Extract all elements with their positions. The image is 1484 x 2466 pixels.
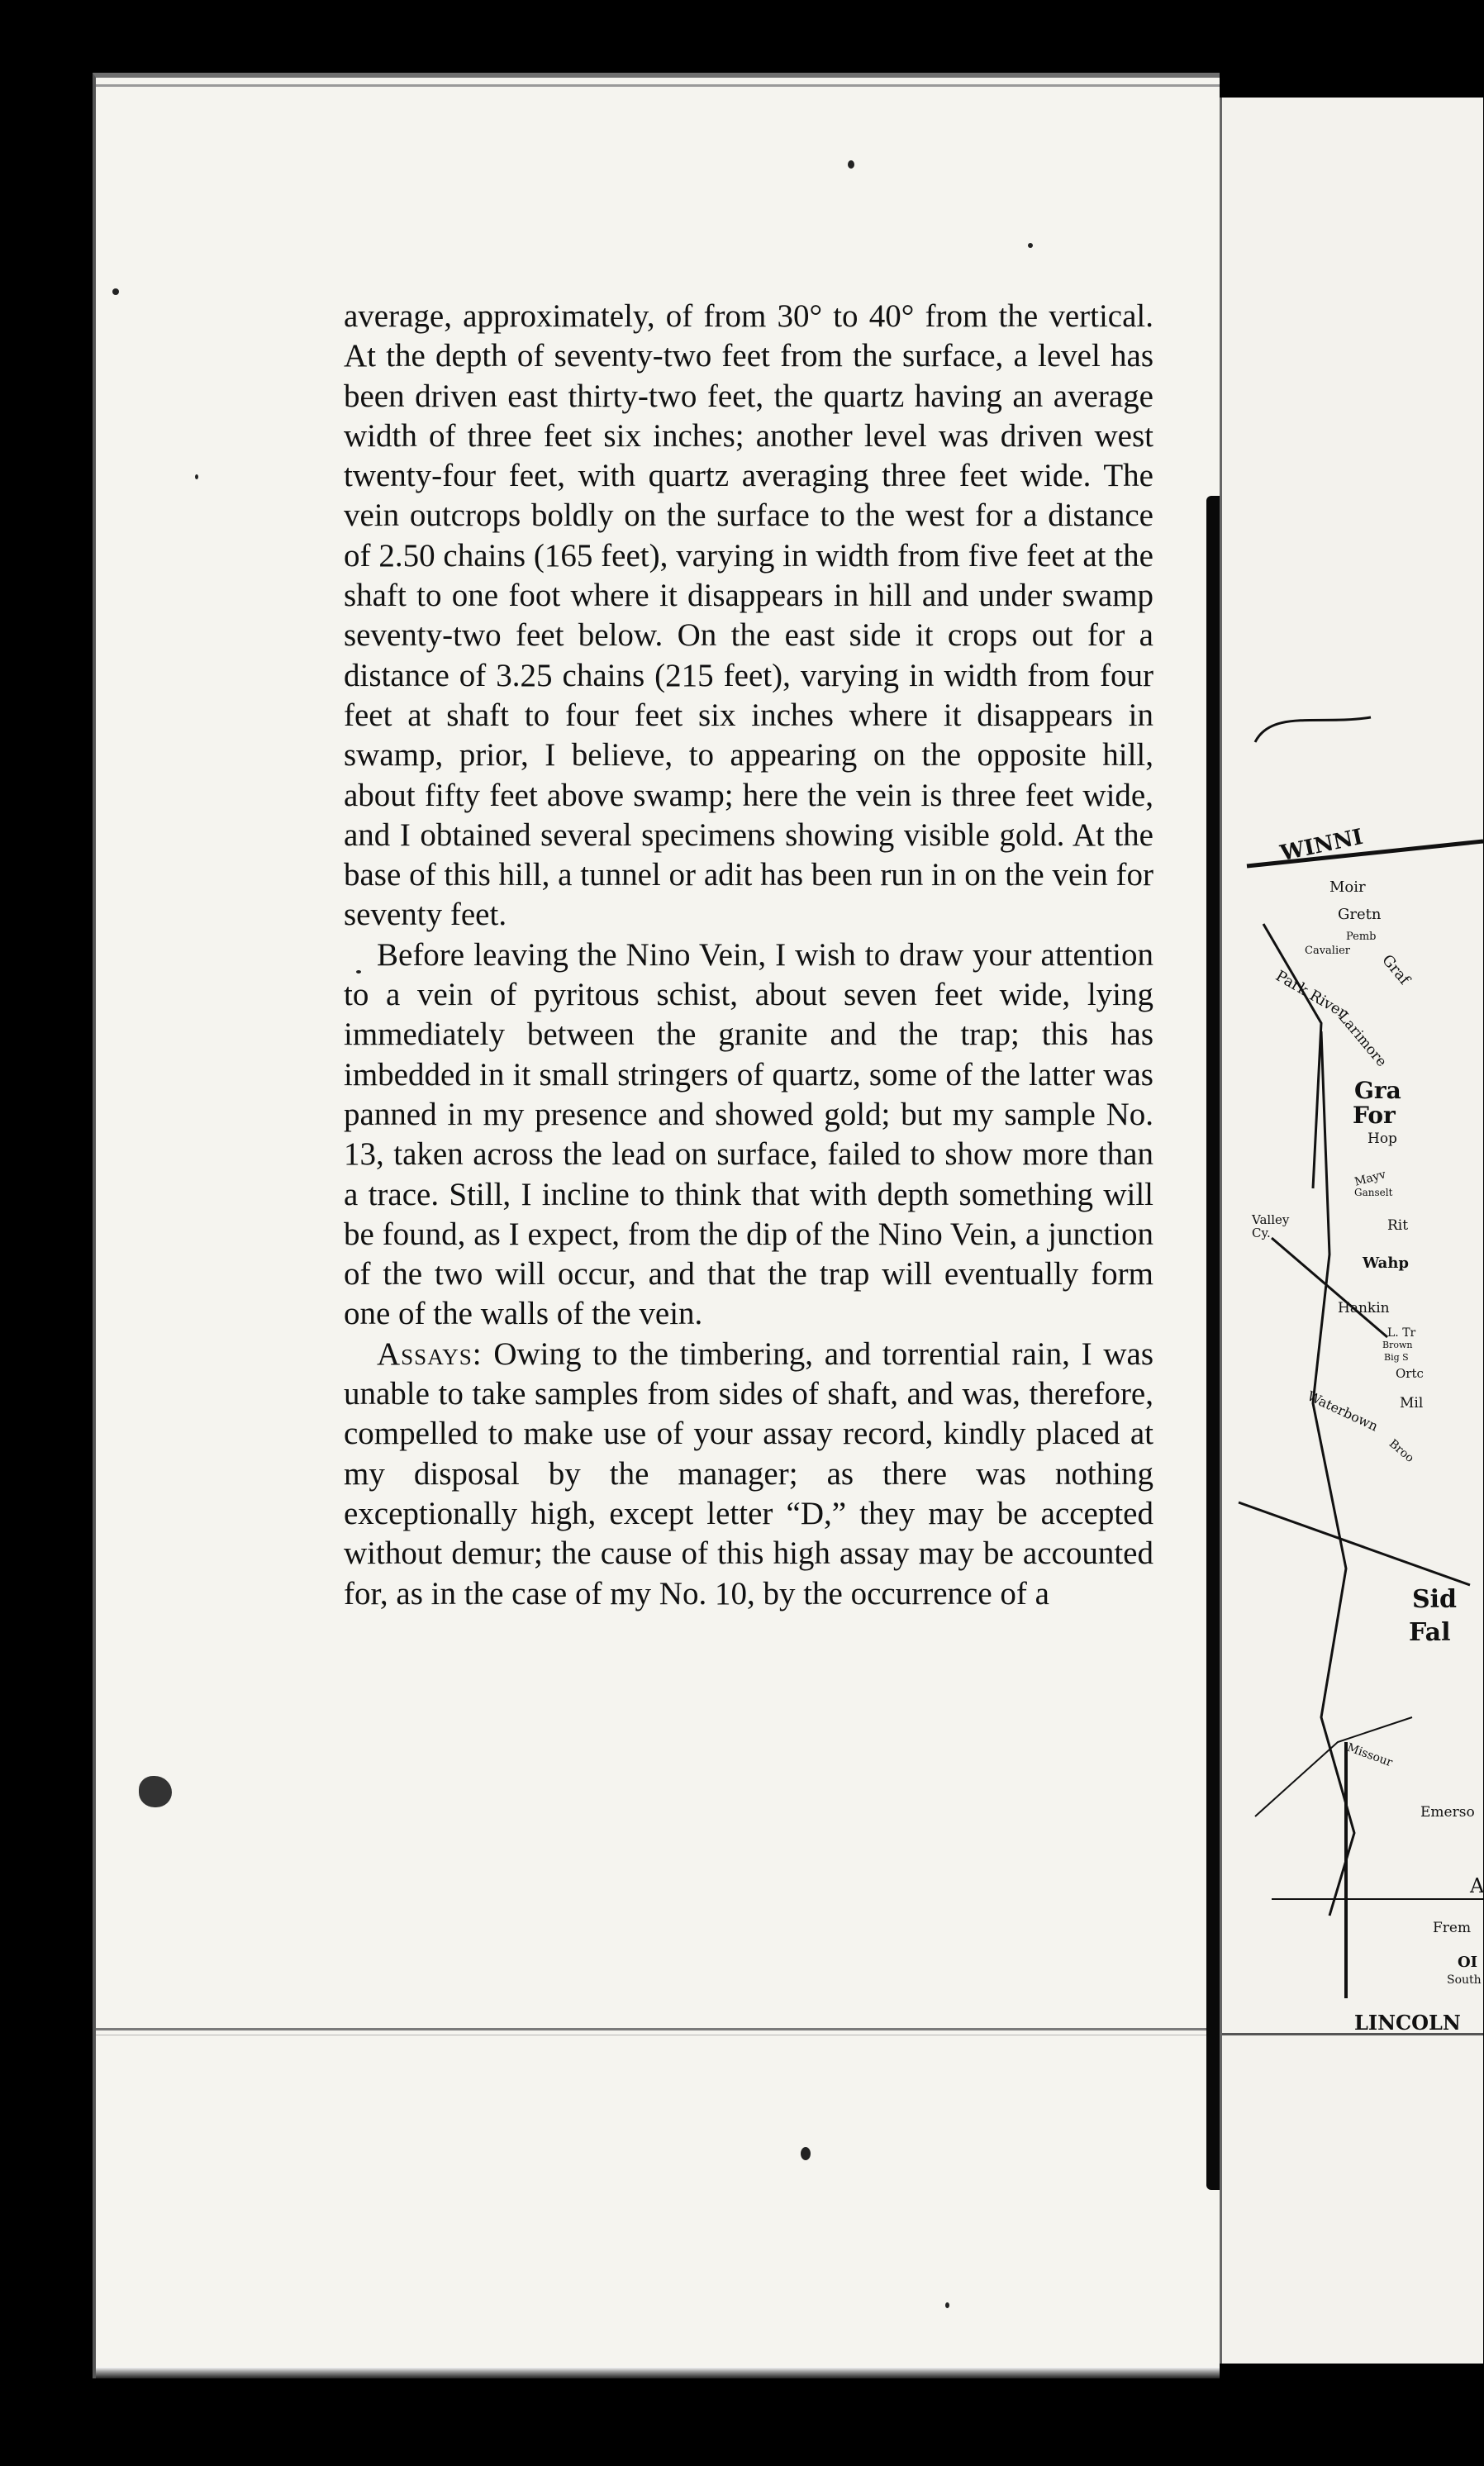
map-label-rit: Rit — [1387, 1217, 1409, 1234]
paragraph-3-body: Owing to the timbering, and torrential rain, I was unable to take samples from sides of shaft, and was, therefore, compelled to make use of your assay record, kindly placed at my disposal by the manager; as there was nothing exceptionally high, except letter “D,” they may be accepted without demur; the cause of this high assay may be accounted for, as in the case of my No. 10, by the occurrence of a — [344, 1335, 1153, 1611]
map-label-moir: Moir — [1329, 878, 1366, 896]
speck — [848, 160, 854, 169]
map-label-south: South — [1447, 1973, 1482, 1987]
document-page — [93, 73, 1220, 2378]
paragraph-3 — [344, 1335, 1153, 1614]
map-label-missouri: Missour — [1344, 1740, 1395, 1770]
map-label-graf: Graf — [1378, 951, 1414, 988]
map-label-forks: For — [1353, 1102, 1396, 1129]
ink-blot — [139, 1776, 172, 1807]
speck — [356, 970, 361, 974]
map-label-brown: Brown — [1382, 1340, 1413, 1350]
railway-map-fragment — [1220, 98, 1483, 2364]
paragraph-1: average, approximately, of from 30° to 40° from the vertical. At the depth of seventy-two feet from the surface, a level has been driven east thirty-two feet, the quartz having an average width of three feet six inches; another level was driven west twenty-four feet, with quartz averaging three feet wide. The vein outcrops boldly on the surface to the west for a distance of 2.50 chains (165 feet), varying in width from five feet at the shaft to one foot where it disappears in hill and under swamp seventy-two feet below. On the east side it crops out for a distance of 3.25 chains (215 feet), varying in width from four feet at shaft to four feet six inches where it disappears in swamp, prior, I believe, to appearing on the opposite hill, about fifty feet above swamp; here the vein is three feet wide, and I obtained several specimens showing visible gold. At the base of this hill, a tunnel or adit has been run in on the vein for seventy feet. — [344, 298, 1153, 933]
page-bottom-edge — [96, 2367, 1220, 2378]
speck — [801, 2147, 811, 2160]
map-label-broo: Broo — [1386, 1436, 1417, 1466]
map-label-om: OI — [1458, 1954, 1478, 1971]
map-label-falls: Fal — [1409, 1618, 1451, 1647]
map-label-watertown: Waterbown — [1305, 1388, 1381, 1435]
body-text — [344, 297, 1153, 1614]
map-label-cavalier: Cavalier — [1305, 945, 1351, 957]
map-label-sioux: Sid — [1412, 1585, 1458, 1614]
map-label-frem: Frem — [1433, 1920, 1472, 1936]
assays-heading: Assays: — [377, 1335, 483, 1372]
speck — [1028, 243, 1033, 248]
map-label-valley-city: Valley Cy. — [1252, 1212, 1290, 1240]
map-label-l-tr: L. Tr — [1387, 1326, 1416, 1340]
map-label-big-s: Big S — [1384, 1352, 1409, 1363]
map-label-lincoln: LINCOLN — [1354, 2011, 1461, 2035]
map-label-ganselt: Ganselt — [1354, 1187, 1393, 1198]
map-label-mayv: Mayv — [1353, 1168, 1387, 1189]
speck — [112, 288, 119, 295]
map-label-hop: Hop — [1367, 1131, 1397, 1147]
map-label-emerson: Emerso — [1420, 1804, 1475, 1821]
map-label-pemb: Pemb — [1346, 931, 1377, 943]
paragraph-2: Before leaving the Nino Vein, I wish to draw your attention to a vein of pyritous schist, about seven feet wide, lying immediately between the granite and the trap; this has imbedded in it small stringers of quartz, some of the latter was panned in my presence and showed gold; but my sample No. 13, taken across the lead on surface, failed to show more than a trace. Still, I incline to think that with depth something will be found, as I expect, from the dip of the Nino Vein, a junction of the two will occur, and that the trap will eventually form one of the walls of the vein. — [344, 936, 1153, 1332]
map-label-winni: WINNI — [1277, 824, 1366, 867]
map-label-larimore: Larimore — [1334, 1009, 1390, 1070]
map-label-hankin: Hankin — [1338, 1300, 1390, 1316]
map-label-wahp: Wahp — [1363, 1254, 1409, 1272]
speck — [195, 474, 198, 479]
top-edge-line — [96, 84, 1220, 87]
map-label-park-river: Park River — [1272, 967, 1350, 1022]
map-label-gretn: Gretn — [1338, 906, 1382, 923]
map-label-ortc: Ortc — [1396, 1366, 1424, 1381]
speck — [945, 2302, 949, 2308]
map-label-a: A — [1470, 1874, 1484, 1897]
map-label-mil: Mil — [1400, 1395, 1424, 1412]
map-label-grand: Gra — [1354, 1077, 1401, 1104]
bottom-rule — [96, 2028, 1220, 2030]
